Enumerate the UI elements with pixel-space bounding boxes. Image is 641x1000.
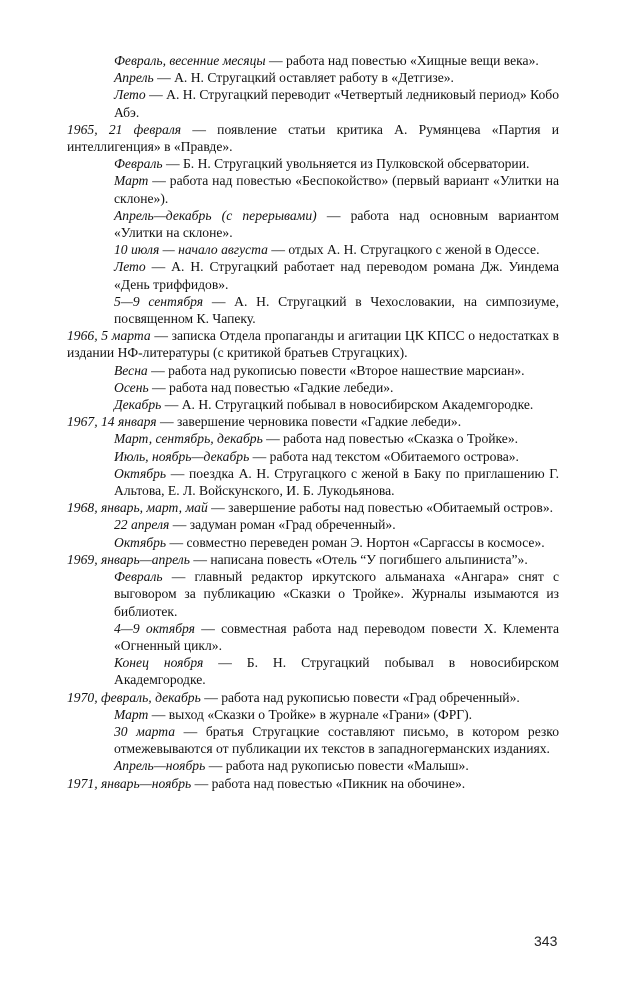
entry-text: — работа над повестью «Гадкие лебеди». bbox=[148, 379, 394, 395]
year-entry bbox=[0, 327, 559, 361]
year-entry bbox=[0, 121, 559, 155]
entry-date: 1967, 14 января bbox=[67, 414, 157, 430]
chronology-entry bbox=[0, 568, 559, 620]
entry-text: — работа над рукописью повести «Град обреченный». bbox=[200, 689, 520, 705]
chronology-entry bbox=[0, 86, 559, 120]
chronology-entry bbox=[0, 430, 559, 447]
chronology-entry bbox=[0, 172, 559, 206]
entry-date: 4—9 октября bbox=[114, 620, 195, 636]
entry-date: 1969, январь—апрель bbox=[67, 551, 190, 567]
entry-date: Конец ноября bbox=[114, 655, 204, 671]
entry-date: Лето bbox=[114, 87, 146, 103]
entry-text: — поездка А. Н. Стругацкого с женой в Баку по приглашению Г. Альтова, Е. Л. Войскунского, И. Б. Лукодьянова. bbox=[114, 465, 559, 499]
chronology-entry bbox=[0, 723, 559, 757]
entry-text: — Б. Н. Стругацкий увольняется из Пулковской обсерватории. bbox=[162, 156, 530, 172]
entry-text: — А. Н. Стругацкий работает над переводом романа Дж. Уиндема «День триффидов». bbox=[114, 259, 559, 292]
chronology-entry bbox=[0, 379, 559, 396]
chronology-entry bbox=[0, 757, 559, 774]
entry-date: Лето bbox=[114, 259, 146, 275]
chronology-entry bbox=[0, 362, 559, 379]
entry-text: — завершение черновика повести «Гадкие лебеди». bbox=[156, 414, 462, 430]
chronology-entry bbox=[0, 69, 559, 86]
entry-text: — совместно переведен роман Э. Нортон «Саргассы в космосе». bbox=[166, 534, 545, 550]
chronology-entry bbox=[0, 293, 559, 327]
entry-date: 1966, 5 марта bbox=[67, 328, 151, 344]
entry-date: Март bbox=[114, 706, 149, 722]
entry-text: — выход «Сказки о Тройке» в журнале «Грани» (ФРГ). bbox=[148, 706, 473, 722]
chronology-entry bbox=[0, 258, 559, 292]
chronology-entry bbox=[0, 155, 559, 172]
entry-date: 5—9 сентября bbox=[114, 293, 204, 309]
entry-date: 1971, январь—ноябрь bbox=[67, 775, 192, 791]
entry-text: — главный редактор иркутского альманаха «Ангара» снят с выговором за публикацию «Сказки о Тройке». Журналы изымаются из библиотек. bbox=[114, 569, 559, 619]
entry-text: — А. Н. Стругацкий побывал в новосибирском Академгородке. bbox=[161, 397, 534, 413]
entry-date: Апрель bbox=[114, 70, 154, 86]
year-entry bbox=[0, 689, 559, 706]
entry-text: — работа над рукописью повести «Второе нашествие марсиан». bbox=[147, 362, 525, 378]
entry-text: — А. Н. Стругацкий в Чехословакии, на симпозиуме, посвященном К. Чапеку. bbox=[114, 293, 559, 327]
entry-date: Октябрь bbox=[114, 534, 167, 550]
chronology-entry bbox=[0, 620, 559, 654]
year-entry bbox=[0, 551, 559, 568]
entry-date: 22 апреля bbox=[114, 517, 170, 533]
entry-text: — работа над повестью «Сказка о Тройке». bbox=[262, 431, 519, 447]
entry-text: — отдых А. Н. Стругацкого с женой в Одессе. bbox=[267, 242, 540, 258]
entry-text: — написана повесть «Отель “У погибшего альпиниста”». bbox=[189, 551, 528, 567]
entry-date: Апрель—ноябрь bbox=[114, 758, 206, 774]
chronology-entry bbox=[0, 241, 559, 258]
chronology-entry bbox=[0, 534, 559, 551]
entry-text: — работа над текстом «Обитаемого острова». bbox=[249, 448, 519, 464]
chronology-entry bbox=[0, 654, 559, 688]
entry-text: — А. Н. Стругацкий оставляет работу в «Детгизе». bbox=[153, 70, 454, 86]
entry-date: Весна bbox=[114, 362, 148, 378]
chronology-entry bbox=[0, 52, 559, 69]
entry-text: — работа над повестью «Хищные вещи века». bbox=[265, 53, 539, 68]
entry-date: Осень bbox=[114, 379, 149, 395]
entry-date: 10 июля — начало августа bbox=[114, 242, 268, 258]
entry-text: — работа над основным вариантом «Улитки на склоне». bbox=[114, 207, 559, 241]
entry-text: — работа над повестью «Беспокойство» (первый вариант «Улитки на склоне»). bbox=[114, 173, 559, 206]
entry-date: Июль, ноябрь—декабрь bbox=[114, 448, 250, 464]
entry-text: — братья Стругацкие составляют письмо, в котором резко отмежевываются от публикации их текстов в западногерманских изданиях. bbox=[114, 723, 559, 757]
entry-text: — завершение работы над повестью «Обитаемый остров». bbox=[207, 500, 554, 516]
entry-text: — задуман роман «Град обреченный». bbox=[169, 517, 396, 533]
year-entry bbox=[0, 413, 559, 430]
chronology-list bbox=[0, 52, 641, 792]
year-entry bbox=[0, 775, 559, 792]
chronology-entry bbox=[0, 465, 559, 499]
entry-text: — появление статьи критика А. Румянцева «Партия и интеллигенция» в «Правде». bbox=[67, 121, 559, 155]
chronology-entry bbox=[0, 396, 559, 413]
year-entry bbox=[0, 499, 559, 516]
entry-text: — Б. Н. Стругацкий побывал в новосибирском Академгородке. bbox=[114, 655, 559, 688]
entry-text: — записка Отдела пропаганды и агитации ЦК КПСС о недостатках в издании НФ-литературы (с критикой братьев Стругацких). bbox=[67, 328, 559, 361]
entry-date: Февраль bbox=[114, 156, 163, 172]
entry-date: Март, сентябрь, декабрь bbox=[114, 431, 263, 447]
entry-date: Декабрь bbox=[114, 397, 162, 413]
entry-date: Февраль, весенние месяцы bbox=[114, 53, 266, 68]
entry-text: — А. Н. Стругацкий переводит «Четвертый ледниковый период» Кобо Абэ. bbox=[114, 87, 559, 120]
entry-date: 1970, февраль, декабрь bbox=[67, 689, 201, 705]
chronology-entry bbox=[0, 516, 559, 533]
entry-text: — работа над повестью «Пикник на обочине». bbox=[191, 775, 466, 791]
chronology-entry bbox=[0, 706, 559, 723]
entry-date: Март bbox=[114, 173, 149, 189]
chronology-entry bbox=[0, 207, 559, 241]
entry-date: 30 марта bbox=[114, 723, 176, 739]
entry-date: Февраль bbox=[114, 569, 163, 585]
entry-text: — совместная работа над переводом повести Х. Клемента «Огненный цикл». bbox=[114, 620, 559, 653]
chronology-entry bbox=[0, 448, 559, 465]
page-number: 343 bbox=[534, 933, 558, 949]
entry-text: — работа над рукописью повести «Малыш». bbox=[205, 758, 469, 774]
entry-date: 1968, январь, март, май bbox=[67, 500, 208, 516]
entry-date: 1965, 21 февраля bbox=[67, 121, 182, 137]
entry-date: Октябрь bbox=[114, 465, 167, 481]
entry-date: Апрель—декабрь (с перерывами) bbox=[114, 207, 317, 223]
